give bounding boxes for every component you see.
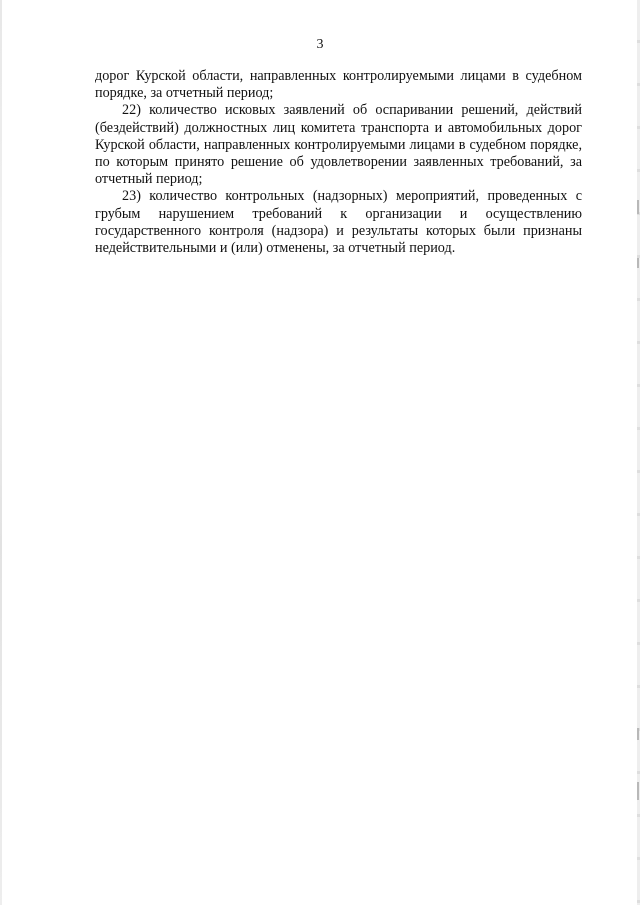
paragraph-item-22: 22) количество исковых заявлений об оспаривании решений, действий (бездействий) должностных лиц комитета транспорта и автомобильных дорог Курской области, направленных контролируемыми лицами в судебном порядке, по которым принято решение об удовлетворении заявленных требований, за отчетный период; — [95, 102, 582, 188]
scan-edge-mark — [637, 258, 639, 268]
scan-edge-mark — [637, 782, 639, 800]
scan-edge-mark — [637, 200, 639, 214]
paragraph-continuation: дорог Курской области, направленных контролируемыми лицами в судебном порядке, за отчетный период; — [95, 68, 582, 102]
paragraph-item-23: 23) количество контрольных (надзорных) мероприятий, проведенных с грубым нарушением требований к организации и осуществлению государственного контроля (надзора) и результаты которых были признаны недействительными и (или) отменены, за отчетный период. — [95, 188, 582, 257]
scan-edge-mark — [637, 728, 639, 740]
page-number: 3 — [316, 37, 324, 52]
body-text — [95, 68, 582, 257]
scan-edge-left — [0, 0, 2, 905]
